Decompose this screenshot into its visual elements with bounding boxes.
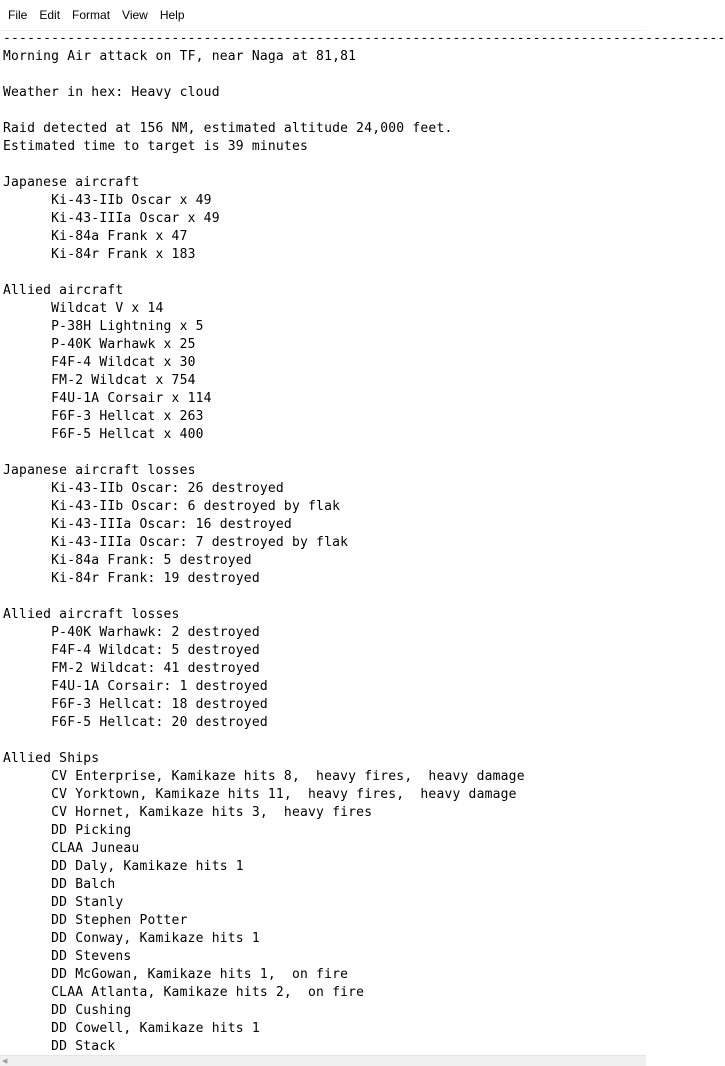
text-line: P-38H Lightning x 5: [3, 319, 204, 334]
text-line: Wildcat V x 14: [3, 301, 164, 316]
text-line: DD Cushing: [3, 1003, 132, 1018]
text-line: [3, 156, 646, 174]
text-line: Ki-84r Frank x 183: [3, 247, 196, 262]
text-line: F4U-1A Corsair x 114: [3, 391, 212, 406]
text-line: P-40K Warhawk: 2 destroyed: [3, 625, 260, 640]
menu-bar: [0, 0, 646, 31]
text-line: Ki-84a Frank: 5 destroyed: [3, 553, 252, 568]
text-line: Japanese aircraft losses: [3, 463, 196, 478]
text-line: CV Hornet, Kamikaze hits 3, heavy fires: [3, 805, 373, 820]
text-line: ------------------------------------------------------------------------------------------: [3, 31, 725, 46]
text-line: CLAA Atlanta, Kamikaze hits 2, on fire: [3, 985, 365, 1000]
text-line: F6F-5 Hellcat: 20 destroyed: [3, 715, 268, 730]
text-line: CV Enterprise, Kamikaze hits 8, heavy fires, heavy damage: [3, 769, 525, 784]
text-line: DD Conway, Kamikaze hits 1: [3, 931, 260, 946]
text-line: DD McGowan, Kamikaze hits 1, on fire: [3, 967, 349, 982]
text-line: Allied aircraft losses: [3, 607, 180, 622]
text-line: Ki-43-IIIa Oscar: 16 destroyed: [3, 517, 292, 532]
text-line: CV Yorktown, Kamikaze hits 11, heavy fires, heavy damage: [3, 787, 517, 802]
text-line: [3, 588, 646, 606]
text-line: Ki-84r Frank: 19 destroyed: [3, 571, 260, 586]
text-line: Ki-43-IIb Oscar: 26 destroyed: [3, 481, 284, 496]
document-text[interactable]: [0, 30, 725, 1056]
text-line: Estimated time to target is 39 minutes: [3, 139, 309, 154]
text-line: F6F-3 Hellcat: 18 destroyed: [3, 697, 268, 712]
text-line: [3, 444, 646, 462]
text-line: Raid detected at 156 NM, estimated altitude 24,000 feet.: [3, 121, 453, 136]
text-line: Ki-43-IIIa Oscar x 49: [3, 211, 220, 226]
text-line: Japanese aircraft: [3, 175, 140, 190]
text-line: Morning Air attack on TF, near Naga at 81,81: [3, 49, 357, 64]
text-line: [3, 264, 646, 282]
text-line: Ki-84a Frank x 47: [3, 229, 188, 244]
text-line: DD Cowell, Kamikaze hits 1: [3, 1021, 260, 1036]
text-line: DD Stephen Potter: [3, 913, 188, 928]
text-line: F6F-5 Hellcat x 400: [3, 427, 204, 442]
text-line: DD Picking: [3, 823, 132, 838]
text-line: Allied Ships: [3, 751, 100, 766]
text-line: F4F-4 Wildcat x 30: [3, 355, 196, 370]
text-line: CLAA Juneau: [3, 841, 140, 856]
text-line: Weather in hex: Heavy cloud: [3, 85, 220, 100]
text-line: P-40K Warhawk x 25: [3, 337, 196, 352]
text-line: DD Stevens: [3, 949, 132, 964]
text-line: F4F-4 Wildcat: 5 destroyed: [3, 643, 260, 658]
text-line: DD Stanly: [3, 895, 124, 910]
menu-file[interactable]: File: [8, 8, 28, 22]
text-line: FM-2 Wildcat x 754: [3, 373, 196, 388]
text-editor[interactable]: [0, 30, 725, 1056]
text-line: [3, 102, 646, 120]
text-line: F4U-1A Corsair: 1 destroyed: [3, 679, 268, 694]
text-line: [3, 732, 646, 750]
text-line: Ki-43-IIIa Oscar: 7 destroyed by flak: [3, 535, 349, 550]
text-line: F6F-3 Hellcat x 263: [3, 409, 204, 424]
scroll-left-arrow-icon[interactable]: ◀: [2, 1057, 8, 1065]
text-line: Ki-43-IIb Oscar x 49: [3, 193, 212, 208]
menu-format[interactable]: Format: [72, 8, 111, 22]
menu-edit[interactable]: Edit: [39, 8, 61, 22]
text-line: FM-2 Wildcat: 41 destroyed: [3, 661, 260, 676]
horizontal-scrollbar[interactable]: [0, 1055, 646, 1066]
text-line: DD Stack: [3, 1039, 116, 1054]
text-line: DD Balch: [3, 877, 116, 892]
text-line: [3, 66, 646, 84]
menu-help[interactable]: Help: [159, 8, 185, 22]
menu-view[interactable]: View: [122, 8, 148, 22]
text-line: Ki-43-IIb Oscar: 6 destroyed by flak: [3, 499, 341, 514]
text-line: DD Daly, Kamikaze hits 1: [3, 859, 244, 874]
text-line: Allied aircraft: [3, 283, 124, 298]
